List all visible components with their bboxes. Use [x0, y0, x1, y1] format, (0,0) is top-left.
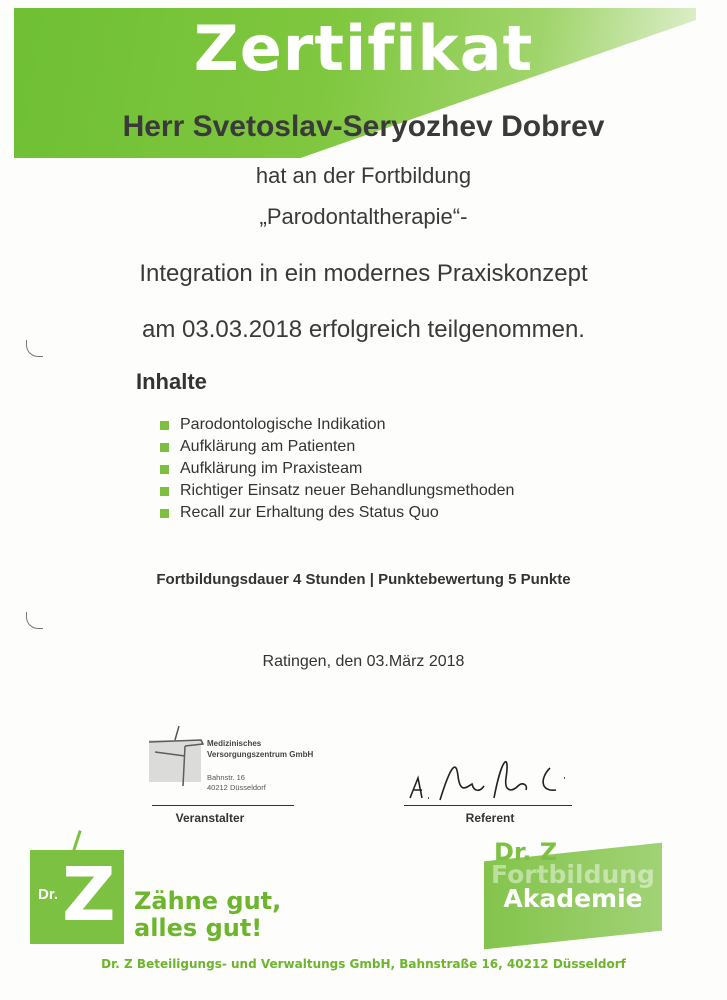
duration-points: Fortbildungsdauer 4 Stunden | Punktebewertung 5 Punkte — [156, 571, 571, 588]
organizer-stamp: Medizinisches Versorgungszentrum GmbH Bahnstr. 16 40212 Düsseldorf — [145, 726, 345, 806]
list-item: Richtiger Einsatz neuer Behandlungsmethoden — [160, 480, 514, 502]
course-subtitle: Integration in ein modernes Praxiskonzept — [139, 260, 588, 287]
place-date: Ratingen, den 03.März 2018 — [262, 653, 465, 670]
footer-address: Dr. Z Beteiligungs- und Verwaltungs GmbH, Bahnstraße 16, 40212 Düsseldorf — [101, 957, 626, 971]
organizer-signature-line — [152, 805, 294, 806]
certificate-title: Zertifikat — [193, 12, 534, 85]
drz-logo: Dr. Z — [30, 850, 124, 944]
bullet-icon — [160, 421, 169, 430]
speaker-signature-line — [404, 805, 572, 806]
punch-hole-mark — [26, 612, 43, 629]
text-line-1: hat an der Fortbildung — [255, 163, 472, 188]
list-item: Aufklärung im Praxisteam — [160, 458, 514, 480]
punch-hole-mark — [26, 340, 43, 357]
handwritten-signature-icon — [400, 748, 580, 806]
list-item: Parodontologische Indikation — [160, 414, 514, 436]
bullet-icon — [160, 509, 169, 518]
list-item: Recall zur Erhaltung des Status Quo — [160, 502, 514, 524]
recipient-name: Herr Svetoslav-Seryozhev Dobrev — [122, 110, 605, 143]
organizer-label: Veranstalter — [175, 811, 245, 825]
academy-logo: Dr. Z Fortbildung Akademie — [484, 838, 662, 938]
slogan: Zähne gut, alles gut! — [134, 887, 282, 942]
bullet-icon — [160, 487, 169, 496]
speaker-label: Referent — [465, 811, 515, 825]
contents-list — [160, 414, 514, 524]
bullet-icon — [160, 443, 169, 452]
list-item: Aufklärung am Patienten — [160, 436, 514, 458]
contents-heading: Inhalte — [136, 369, 207, 394]
completion-line: am 03.03.2018 erfolgreich teilgenommen. — [142, 316, 585, 343]
bullet-icon — [160, 465, 169, 474]
course-title: „Parodontaltherapie“- — [259, 204, 468, 229]
stamp-signature-icon — [145, 726, 215, 796]
